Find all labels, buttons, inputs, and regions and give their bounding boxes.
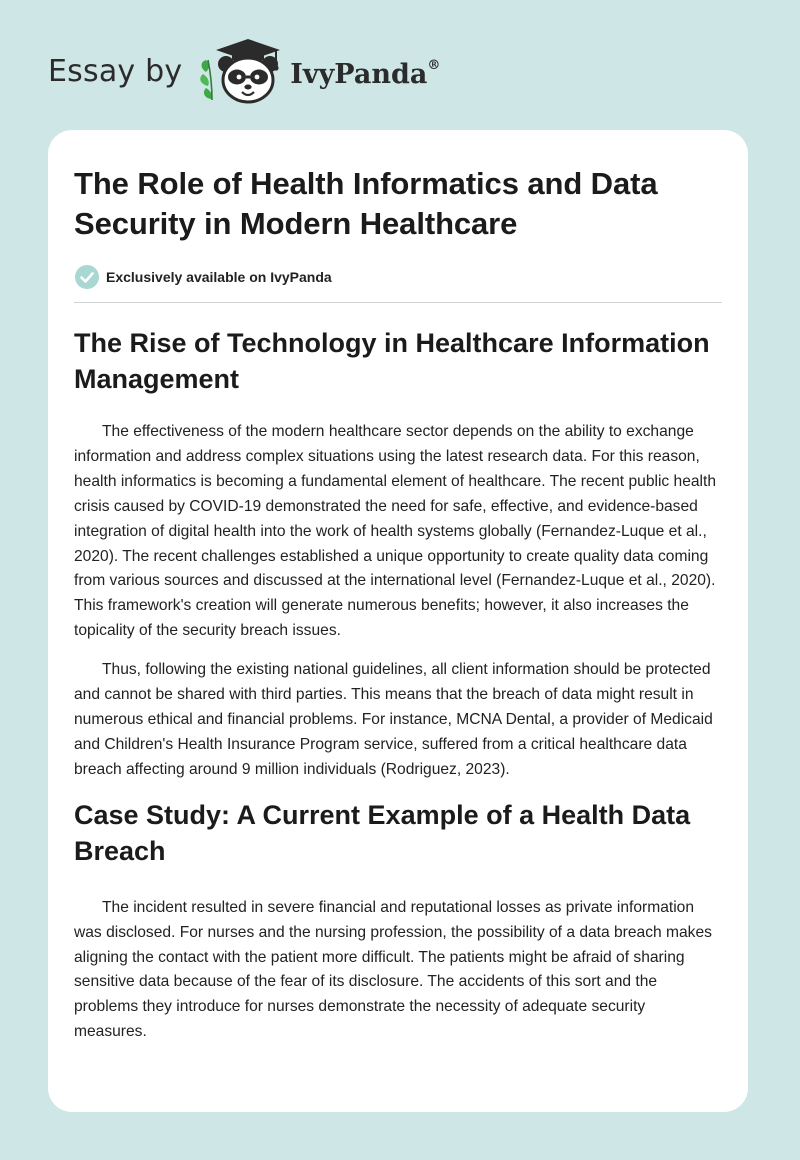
essay-card — [48, 130, 748, 1112]
panda-logo-icon — [196, 36, 286, 106]
title-divider — [74, 302, 722, 303]
essay-title: The Role of Health Informatics and Data Security in Modern Healthcare — [74, 166, 658, 241]
brand-name: IvyPanda® — [290, 57, 441, 90]
paragraph: Thus, following the existing national guidelines, all client information should be protected and cannot be shared with third parties. This means that the breach of data might result in numerous ethical and financial problems. For instance, MCNA Dental, a provider of Medicaid and Children's Health Insurance Program service, suffered from a critical healthcare data breach affecting around 9 million individuals (Rodriguez, 2023). — [74, 661, 713, 778]
site-brand[interactable] — [48, 36, 440, 106]
section-heading: Case Study: A Current Example of a Health Data Breach — [74, 799, 691, 866]
paragraph: The incident resulted in severe financial and reputational losses as private information was disclosed. For nurses and the nursing profession, the possibility of a data breach makes aligning the contact with the patient more difficult. The patients might be afraid of sharing sensitive data because of the fear of its disclosure. The accidents of this sort and the problems they introduce for nurses demonstrate the necessity of adequate security measures. — [74, 898, 712, 1041]
check-circle-icon — [74, 264, 100, 290]
paragraph: The effectiveness of the modern healthcare sector depends on the ability to exchange information and address complex situations using the latest research data. For this reason, health informatics is becoming a fundamental element of healthcare. The recent public health crisis caused by COVID-19 demonstrated the need for safe, effective, and evidence-based integration of digital health into the work of health systems globally (Fernandez-Luque et al., 2020). The recent challenges established a unique opportunity to create quality data coming from various sources and discussed at the international level (Fernandez-Luque et al., 2020). This framework's creation will generate numerous benefits; however, it also increases the topicality of the security breach issues. — [74, 423, 717, 640]
section-heading: The Rise of Technology in Healthcare Information Management — [74, 328, 710, 394]
brand-prefix: Essay by — [48, 53, 183, 89]
badge-label: Exclusively available on IvyPanda — [106, 269, 332, 285]
exclusive-badge — [74, 264, 722, 290]
